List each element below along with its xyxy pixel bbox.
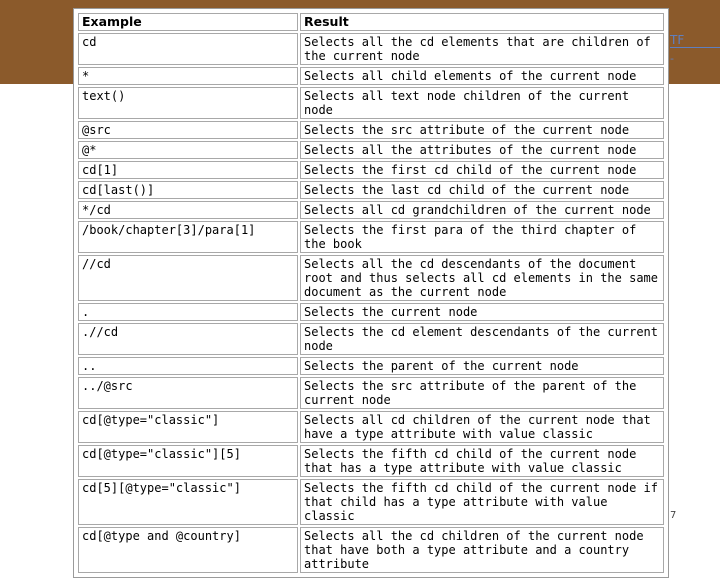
result-cell: Selects all the cd elements that are children of the current node xyxy=(300,33,664,65)
example-cell: */cd xyxy=(78,201,298,219)
result-cell: Selects all the cd descendants of the document root and thus selects all cd elements in the same document as the current node xyxy=(300,255,664,301)
example-cell: @src xyxy=(78,121,298,139)
example-cell: @* xyxy=(78,141,298,159)
banner-link[interactable]: TF xyxy=(670,33,720,48)
table-row xyxy=(78,357,664,375)
example-cell: cd[@type="classic"][5] xyxy=(78,445,298,477)
table-header-row xyxy=(78,13,664,31)
result-cell: Selects all cd grandchildren of the current node xyxy=(300,201,664,219)
table-row xyxy=(78,445,664,477)
example-cell: ../@src xyxy=(78,377,298,409)
example-cell: text() xyxy=(78,87,298,119)
result-cell: Selects all cd children of the current node that have a type attribute with value classic xyxy=(300,411,664,443)
result-cell: Selects all child elements of the current node xyxy=(300,67,664,85)
example-cell: cd[1] xyxy=(78,161,298,179)
example-cell: * xyxy=(78,67,298,85)
result-cell: Selects the last cd child of the current node xyxy=(300,181,664,199)
table-row xyxy=(78,303,664,321)
table-row xyxy=(78,323,664,355)
page-number: 7 xyxy=(670,510,677,521)
table-row xyxy=(78,33,664,65)
example-cell: cd[@type="classic"] xyxy=(78,411,298,443)
table-row xyxy=(78,255,664,301)
result-cell: Selects the fifth cd child of the current node that has a type attribute with value classic xyxy=(300,445,664,477)
example-cell: cd[5][@type="classic"] xyxy=(78,479,298,525)
example-cell: cd[last()] xyxy=(78,181,298,199)
example-cell: .//cd xyxy=(78,323,298,355)
table-row xyxy=(78,411,664,443)
table-row xyxy=(78,181,664,199)
result-cell: Selects all the attributes of the current node xyxy=(300,141,664,159)
result-cell: Selects all text node children of the current node xyxy=(300,87,664,119)
table-row xyxy=(78,121,664,139)
example-cell: . xyxy=(78,303,298,321)
header-result: Result xyxy=(300,13,664,31)
banner-mark: - xyxy=(670,52,674,65)
example-cell: cd[@type and @country] xyxy=(78,527,298,573)
table-row xyxy=(78,67,664,85)
table-row xyxy=(78,87,664,119)
table-row xyxy=(78,201,664,219)
result-cell: Selects the src attribute of the parent of the current node xyxy=(300,377,664,409)
xpath-examples-table xyxy=(73,8,669,578)
table-row xyxy=(78,527,664,573)
result-cell: Selects the parent of the current node xyxy=(300,357,664,375)
example-cell: //cd xyxy=(78,255,298,301)
table-row xyxy=(78,141,664,159)
table-row xyxy=(78,221,664,253)
example-cell: cd xyxy=(78,33,298,65)
example-cell: /book/chapter[3]/para[1] xyxy=(78,221,298,253)
result-cell: Selects the fifth cd child of the current node if that child has a type attribute with value classic xyxy=(300,479,664,525)
table-row xyxy=(78,161,664,179)
header-example: Example xyxy=(78,13,298,31)
table-row xyxy=(78,377,664,409)
result-cell: Selects the cd element descendants of the current node xyxy=(300,323,664,355)
result-cell: Selects all the cd children of the current node that have both a type attribute and a country attribute xyxy=(300,527,664,573)
result-cell: Selects the current node xyxy=(300,303,664,321)
table-row xyxy=(78,479,664,525)
example-cell: .. xyxy=(78,357,298,375)
result-cell: Selects the src attribute of the current node xyxy=(300,121,664,139)
result-cell: Selects the first cd child of the current node xyxy=(300,161,664,179)
result-cell: Selects the first para of the third chapter of the book xyxy=(300,221,664,253)
